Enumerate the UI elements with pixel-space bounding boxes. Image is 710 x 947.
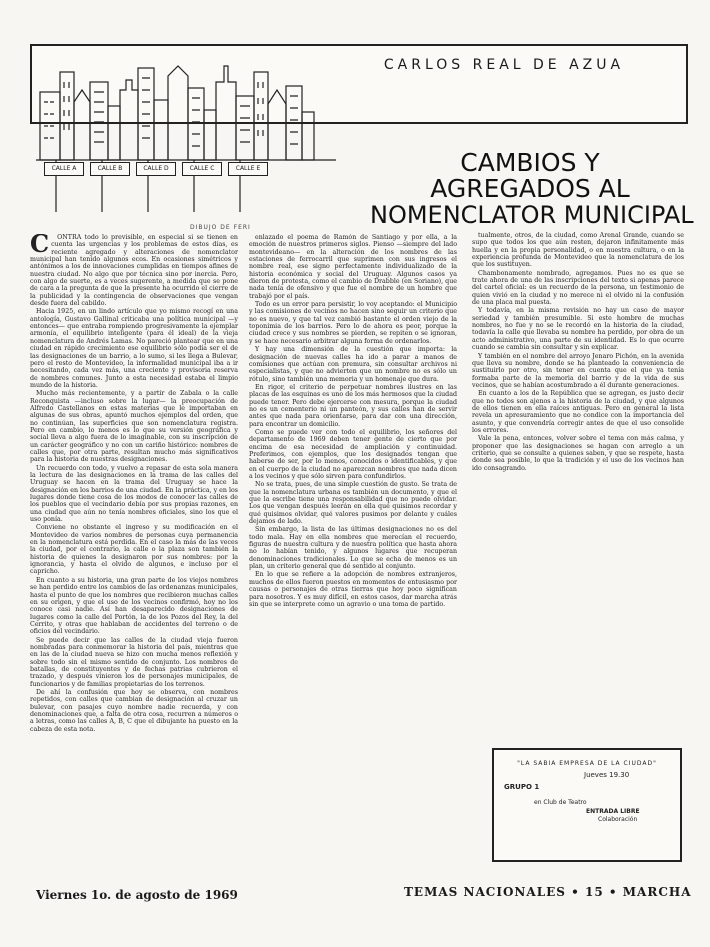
street-sign-d: CALLE D <box>136 162 176 176</box>
article-paragraph: En rigor, el criterio de perpetuar nombres ilustres en las placas de las esquinas es uno de los más hermosos que la ciudad puede tener. Pero debe ejercerse con mesura, porque la ciudad no es un cementerio ni un panteón, y sus calles han de servir antes que nada para orientarse, para dar con una dirección, para encontrar un domicilio. <box>249 383 457 428</box>
street-sign-a: CALLE A <box>44 162 84 176</box>
article-paragraph: Y todavía, en la misma revisión no hay un caso de mayor seriedad y también presumible. Si este hombre de muchas nombres, no fue y no se le recordó en la historia de la ciudad, todavía la calle que llevaba su nombre ha perdido, por obra de un acto administrativo, una parte de su identidad. Es lo que ocurre cuando se cambia sin consultar y sin explicar. <box>472 307 684 352</box>
city-skyline-illustration <box>36 42 366 224</box>
publication-name: MARCHA <box>622 885 692 899</box>
article-paragraph: Conviene no obstante el ingreso y su modificación en el Montevideo de varios nombres de personas cuya permanencia en la nomenclatura está perdida. En el caso la más de las veces la ciudad, por el contrario, la calle o la plaza son también la historia de quienes la designaron por sus nombres: por la ignorancia, y hasta el olvido de algunos, e incluso por el capricho. <box>30 524 238 576</box>
ad-title: "LA SABIA EMPRESA DE LA CIUDAD" <box>517 760 657 767</box>
ad-venue: en Club de Teatro <box>534 799 587 806</box>
article-paragraph: tualmente, otros, de la ciudad, como Arenal Grande, cuando se supo que todos los que aún resten, dejaron infinitamente más huella y en la propia personalidad, o en nuestra cultura, o en la experiencia profunda de Montevideo que la nomenclatura de los que los sustituyen. <box>472 232 684 269</box>
author-name: CARLOS REAL DE AZUA <box>383 57 625 73</box>
street-sign-c: CALLE C <box>182 162 222 176</box>
ad-time: Jueves 19.30 <box>584 771 630 779</box>
title-line-1: CAMBIOS Y <box>460 148 600 177</box>
article-paragraph: ONTRA todo lo previsible, en especial si se tienen en cuenta las urgencias y los problemas de estos días, es reciente agregado y alteraciones de nomenclator municipal han tenido algunos ecos. En ocasiones simétricos y antónimos a los de innovaciones cumplidas en tiempos afines de nuestra ciudad. No algo que por técnica sino por inercia. Pero, con algo de suerte, es a veces sugerente, a medida que se pone de cara a la pregunta de que la presente ha ocurrido el cierre de la publicidad y la contingencia de observaciones que vengan desde fuera del cabildo. <box>30 234 238 308</box>
footer-separator: • <box>571 885 585 899</box>
column-1-body <box>30 234 238 733</box>
article-paragraph: De ahí la confusión que hoy se observa, con nombres repetidos, con calles que cambian de designación al cruzar un bulevar, con pasajes cuyo nombre nadie recuerda, y con denominaciones que, a falta de otra cosa, recurren a números o a letras, como las calles A, B, C que el dibujante ha puesto en la cabeza de esta nota. <box>30 688 238 733</box>
article-paragraph: Un recuerdo con todo, y vuelvo a repasar de esta sola manera la lectura de las designaciones en la trama de las calles del Uruguay se hacen en la trama del Uruguay se hace la designación en los barrios de una ciudad. En la práctica, y en los lugares donde tiene cosa de los modos de conocer las calles de los pueblos que el vecindario debía por sus propias razones, en una ciudad que aún no tenía nombres oficiales, sino los que el uso ponía. <box>30 464 238 524</box>
article-paragraph: Vale la pena, entonces, volver sobre el tema con más calma, y proponer que las designaciones se hagan con arreglo a un criterio, que se consulte a quienes saben, y que se respete, hasta donde sea posible, lo que la tradición y el uso de los vecinos han ido consagrando. <box>472 435 684 472</box>
article-paragraph: En lo que se refiere a la adopción de nombres extranjeros, muchos de ellos fueron puestos en momentos de entusiasmo por causas o personajes de otras tierras que hoy poco significan para nosotros. Y es muy difícil, en estos casos, dar marcha atrás sin que se interprete como un agravio o una toma de partido. <box>249 571 457 608</box>
article-column-3 <box>472 232 684 628</box>
street-sign-e: CALLE E <box>228 162 268 176</box>
section-name: TEMAS NACIONALES <box>404 885 566 899</box>
drop-cap: C <box>30 234 50 258</box>
title-line-2: AGREGADOS AL <box>430 174 630 203</box>
column-3-body <box>472 232 684 472</box>
article-paragraph: enlazado el poema de Ramón de Santiago y por ella, a la emoción de nuestros primeros siglos. Pienso —siempre del lado montevideano— en la alteración de los nombres de las estaciones de ferrocarril que suprimen con sus ingresos el nombre real, ese signo perfectamente individualizado de la historia económica y social del Uruguay. Algunos casos ya dieron de protesta, como el cambio de Drabble (en Soriano), que nada tenía de ofensivo y que fue el nombre de un hombre que trabajó por el país. <box>249 234 457 300</box>
article-title <box>370 148 694 229</box>
article-paragraph: Sin embargo, la lista de las últimas designaciones no es del todo mala. Hay en ella nombres que merecían el recuerdo, figuras de nuestra cultura y de nuestra política que hasta ahora no lo habían tenido, y algunos lugares que recuperan denominaciones tradicionales. Lo que se echa de menos es un plan, un criterio general que dé sentido al conjunto. <box>249 526 457 571</box>
article-paragraph: En cuanto a su historia, una gran parte de los viejos nombres se han perdido entre los cambios de las ordenanzas municipales, hasta el punto de que los nombres que recibieron muchas calles en su origen, y que el uso de los vecinos confirmó, hoy no los conoce casi nadie. Así han desaparecido designaciones de lugares como la calle del Portón, la de los Pozos del Rey, la del Cerrito, y otras que hablaban de accidentes del terreno o de oficios del vecindario. <box>30 576 238 636</box>
article-paragraph: Y también en el nombre del arroyo Jenaro Pichón, en la avenida que lleva su nombre, donde se ha planteado la conveniencia de sustituirlo por otro, sin tener en cuenta que el que ya tenía formaba parte de la memoria del barrio y de la vida de sus vecinos, que se habían acostumbrado a él durante generaciones. <box>472 352 684 389</box>
article-paragraph: Hacia 1925, en un lindo artículo que yo mismo recogí en una antología, Gustavo Gallinal criticaba una política municipal —y entonces— que entraba rompiendo progresivamente la ejemplar armonía, el equilibrio inteligente (para él ideal) de la vieja nomenclatura de Andrés Lamas. No pareció plantear que en una ciudad en rápido crecimiento ese equilibrio sólo podía ser el de las designaciones de un barrio, a lo sumo, si les llega a Bulevar, pero el resto de Montevideo, la informalidad municipal iba a ir necesitando, cada vez más, una creciente y provisoria reserva de nombres comunes. Junto a esta necesidad estaba el limpio mundo de la historia. <box>30 308 238 389</box>
article-paragraph: Mucho más recientemente, y a partir de Zabala o la calle Reconquista —incluso sobre la lugar— la preocupación de Alfredo Castellanos en estas materias que le importaban en algunas de sus obras, apuntó muchos ejemplos del orden, que no continúan, las superficies que son nomenclatura registra. Pero en cambio, lo menos es lo que su versión geográfica y social lleva a algo fuera de lo imaginable, con su inscripción de un carácter geográfico y no con un cariño histórico: nombres de calles que, por otra parte, resultan mucho más significativos para la historia de nuestras designaciones. <box>30 390 238 464</box>
ad-entry: ENTRADA LIBRE <box>586 808 640 815</box>
issue-date: Viernes 1o. de agosto de 1969 <box>36 888 238 902</box>
article-paragraph: Todo es un error para persistir, lo voy aceptando: el Municipio y las comisiones de vecinos no hacen sino seguir un criterio que no es nuevo, y que tal vez cambió bastante el orden viejo de la toponimia de los barrios. Pero lo de ahora es peor, porque la ciudad crece y sus nombres se pierden, se repiten o se ignoran, y se hace necesario arbitrar alguna forma de ordenarlos. <box>249 301 457 345</box>
page-number: 15 <box>585 885 604 899</box>
article-column-2 <box>249 234 457 870</box>
theatre-ad-box <box>492 748 682 862</box>
article-paragraph: Como se puede ver con todo el equilibrio, los señores del departamento de 1969 deben tener gente de cierto que por encima de esa necesidad de ampliación y continuidad. Preferimos, con ejemplos, que los designados tengan que haberse de ser, por lo menos, conocidos o identificables, y que en el cuerpo de la ciudad no aparezcan nombres que nada dicen a los vecinos y que sólo sirven para confundirlos. <box>249 428 457 480</box>
article-paragraph: Se puede decir que las calles de la ciudad vieja fueron nombradas para conmemorar la historia del país, mientras que en las de la ciudad nueva se hizo con mucha menos reflexión y sobre todo sin el mismo sentido de conjunto. Los nombres de batallas, de constituyentes y de fechas patrias cubrieron el trazado, y después vinieron los de personajes municipales, de funcionarios y de familias propietarias de los terrenos. <box>30 636 238 688</box>
footer-separator: • <box>608 885 623 899</box>
article-paragraph: En cuanto a los de la República que se agregan, es justo decir que no todos son ajenos a la historia de la ciudad, y que algunos de ellos tienen en ella raíces antiguas. Pero en general la lista revela un apresuramiento que no condice con la importancia del asunto, y que convendría corregir antes de que el uso consolide los errores. <box>472 390 684 434</box>
article-paragraph: No se trata, pues, de una simple cuestión de gusto. Se trata de que la nomenclatura urbana es también un documento, y que el que la escribe tiene una responsabilidad que no puede olvidar. Los que vengan después leerán en ella qué quisimos recordar y qué quisimos olvidar, qué valores pusimos por delante y cuáles dejamos de lado. <box>249 481 457 526</box>
page-footer <box>404 885 694 899</box>
title-line-3: NOMENCLATOR MUNICIPAL <box>370 201 694 229</box>
article-paragraph: Y hay una dimensión de la cuestión que importa: la designación de nuevas calles ha ido a parar a manos de comisiones que actúan con premura, sin consultar archivos ni especialistas, y que no advierten que un nombre no es sólo un rótulo, sino también una memoria y un homenaje que dura. <box>249 346 457 383</box>
ad-group: GRUPO 1 <box>504 783 540 791</box>
illustration-credit: DIBUJO DE FERI <box>190 224 251 231</box>
article-paragraph: Chambonamente nombrado, agregamos. Pues no es que se trate ahora de una de las inscripciones del texto si apenas parece del cartel oficial: es un recuerdo de la persona, un testimonio de quien vivió en la ciudad y no merece ni el olvido ni la confusión de una placa mal puesta. <box>472 269 684 307</box>
column-2-body <box>249 234 457 608</box>
article-column-1 <box>30 234 238 870</box>
ad-price: Colaboración <box>598 816 638 823</box>
street-sign-b: CALLE B <box>90 162 130 176</box>
